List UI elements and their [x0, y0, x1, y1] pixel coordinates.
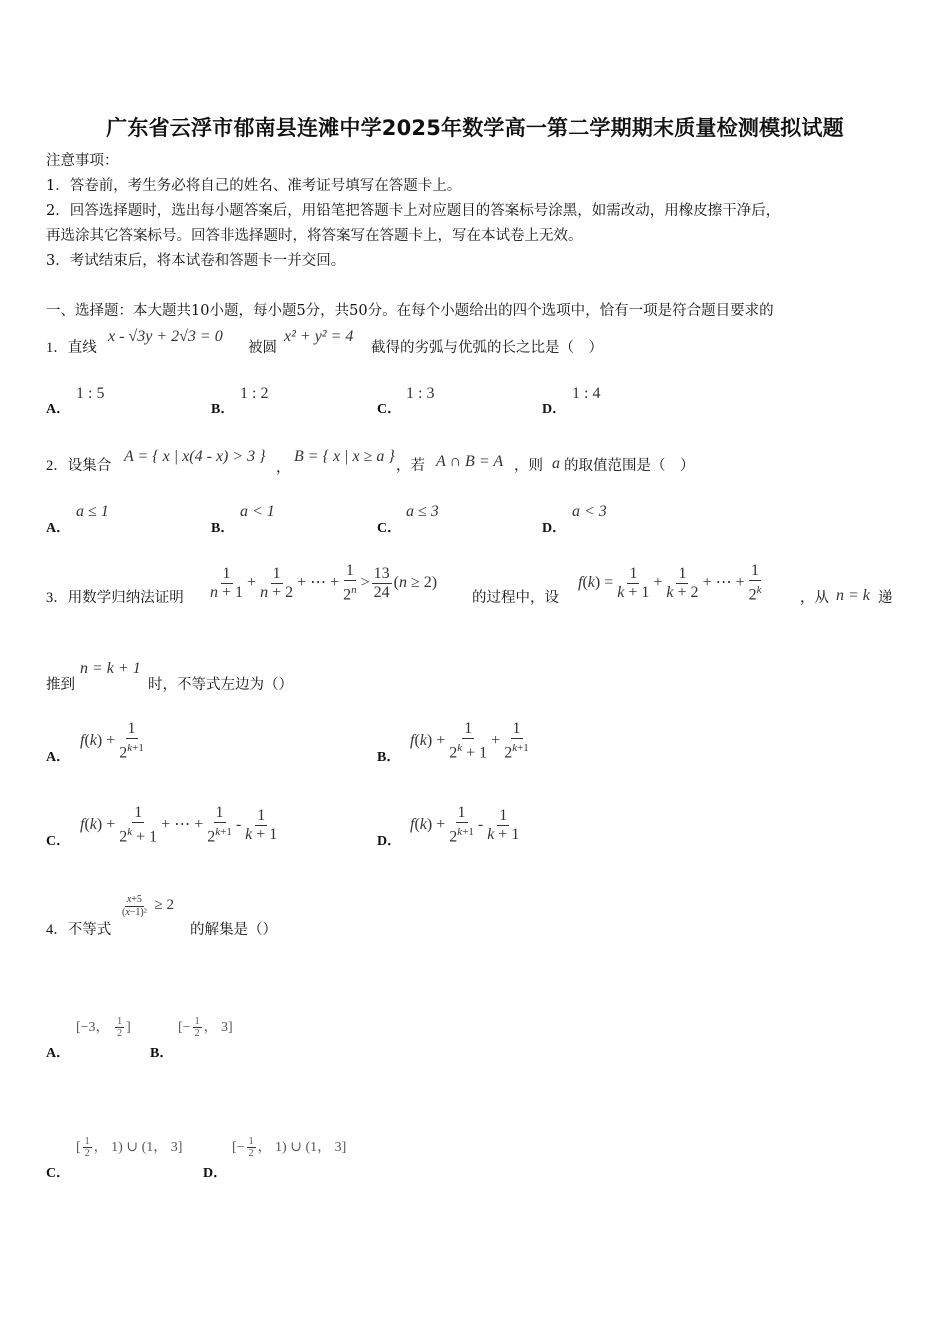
function-definition: f(k) = $\frac{1}{k + 1}$ + $\frac{1}{k + 2}$ + ⋯ + $\frac{1}{2^k}$ [578, 562, 762, 604]
option-label: A． [46, 402, 71, 417]
option-value: 1 : 3 [406, 385, 435, 402]
question-text: 的解集是（） [190, 922, 277, 938]
notice-item: 1．答卷前，考生务必将自己的姓名、准考证号填写在答题卡上。 [46, 178, 462, 194]
question-number: 4． [46, 922, 68, 938]
option-value: a < 1 [240, 503, 275, 520]
option-label: D． [542, 521, 567, 536]
option-value: [ $\frac{1}{2}$ ， 1) ∪ (1， 3] [76, 1136, 183, 1160]
option-label: A． [46, 750, 71, 765]
inline-math: n = k + 1 [80, 660, 141, 677]
option-label: C． [377, 521, 402, 536]
question-text: 的过程中，设 [472, 590, 559, 606]
line-equation: x - √3y + 2√3 = 0 [108, 328, 223, 345]
option-label: B． [211, 402, 235, 417]
set-a: A = { x | x(4 - x) > 3 } [124, 448, 266, 465]
option-value: [− $\frac{1}{2}$ ， 3] [178, 1016, 233, 1040]
question-text: 递 [878, 590, 893, 606]
notice-item: 3．考试结束后，将本试卷和答题卡一并交回。 [46, 253, 346, 269]
option-label: D． [542, 402, 567, 417]
option-expression: f(k) + $\frac{1}{2^{k+1}}$ - $\frac{1}{k + 1}$ [410, 804, 520, 846]
question-2 [46, 456, 111, 476]
question-text: ，则 [514, 458, 543, 474]
option-value: a ≤ 1 [76, 503, 109, 520]
option-value: 1 : 4 [572, 385, 601, 402]
question-text: 直线 [67, 340, 97, 356]
inequality-expression: $\frac{x+5}{\text{(x−1)²}}$ ≥ 2 [122, 894, 174, 918]
option-value: 1 : 2 [240, 385, 269, 402]
question-text: 的取值范围是（ ） [564, 458, 695, 474]
option-expression: f(k) + $\frac{1}{2^{k+1}}$ [80, 720, 144, 762]
option-value: 1 : 5 [76, 385, 105, 402]
page-title: 广东省云浮市郁南县连滩中学2025年数学高一第二学期期末质量检测模拟试题 [106, 116, 844, 140]
condition: A ∩ B = A [436, 453, 504, 470]
question-number: 3． [46, 590, 68, 606]
question-text: 被圆 [248, 340, 277, 356]
option-label: A． [46, 1046, 71, 1061]
punctuation: ， [276, 460, 291, 476]
inline-math: n = k [836, 587, 870, 604]
question-text: 设集合 [67, 458, 112, 474]
option-expression: f(k) + $\frac{1}{2^k + 1}$ + $\frac{1}{2^{k+1}}$ [410, 720, 529, 762]
section-heading: 一、选择题：本大题共10小题，每小题5分，共50分。在每个小题给出的四个选项中，恰有一项是符合题目要求的 [46, 303, 774, 319]
question-text: 不等式 [67, 922, 112, 938]
notice-item: 2．回答选择题时，选出每小题答案后，用铅笔把答题卡上对应题目的答案标号涂黑，如需改动，用橡皮擦干净后， [46, 203, 781, 219]
option-value: [− $\frac{1}{2}$ ， 1) ∪ (1， 3] [232, 1136, 347, 1160]
question-number: 2． [46, 458, 68, 474]
option-label: B． [211, 521, 235, 536]
option-value: [−3， $\frac{1}{2}$ ] [76, 1016, 131, 1040]
question-1 [46, 338, 97, 358]
question-4 [46, 920, 111, 940]
option-label: B． [150, 1046, 174, 1061]
question-number: 1． [46, 340, 68, 356]
option-expression: f(k) + $\frac{1}{2^k + 1}$ + ⋯ + $\frac{1}{2^{k+1}}$ - $\frac{1}{k + 1}$ [80, 804, 278, 846]
option-label: C． [46, 834, 71, 849]
induction-inequality: $\frac{1}{n + 1}$ + $\frac{1}{n + 2}$ + ⋯ + $\frac{1}{2^n}$ > $\frac{13}{24}$ (n ≥ 2) [210, 562, 438, 604]
question-text: 截得的劣弧与优弧的长之比是（ ） [371, 340, 603, 356]
variable: a [552, 455, 560, 472]
question-text: ，从 [800, 590, 829, 606]
option-label: D． [203, 1166, 228, 1181]
option-label: B． [377, 750, 401, 765]
option-label: C． [46, 1166, 71, 1181]
notice-item: 再选涂其它答案标号。回答非选择题时，将答案写在答题卡上，写在本试卷上无效。 [46, 228, 583, 244]
question-3 [46, 588, 184, 608]
question-text: ，若 [396, 458, 425, 474]
question-text: 用数学归纳法证明 [67, 590, 184, 606]
option-label: A． [46, 521, 71, 536]
option-label: D． [377, 834, 402, 849]
notice-heading: 注意事项： [46, 153, 119, 169]
set-b: B = { x | x ≥ a } [294, 448, 395, 465]
question-text: 时，不等式左边为（） [148, 677, 293, 693]
option-value: a < 3 [572, 503, 607, 520]
question-text: 推到 [46, 677, 75, 693]
option-value: a ≤ 3 [406, 503, 439, 520]
circle-equation: x² + y² = 4 [284, 328, 354, 345]
option-label: C． [377, 402, 402, 417]
